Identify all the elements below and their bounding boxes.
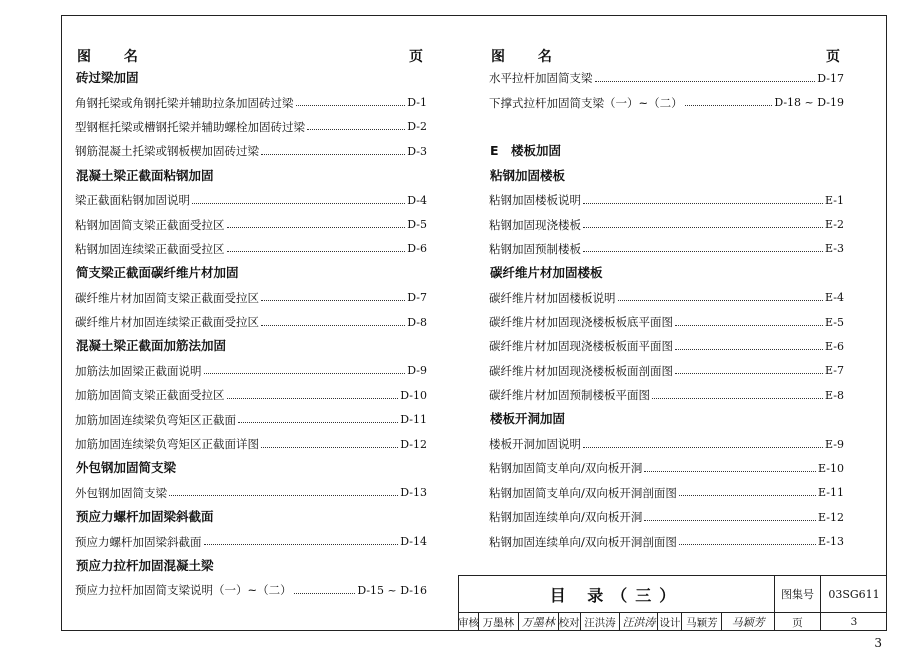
designer-signature: 马颖芳 [731, 616, 765, 629]
toc-entry[interactable] [489, 505, 844, 529]
entry-page-code: E-13 [818, 535, 844, 549]
dot-leader [227, 398, 399, 399]
toc-entry[interactable] [75, 359, 427, 383]
section-heading: 楼板开洞加固 [490, 411, 566, 427]
toc-right-list [489, 66, 844, 554]
entry-title: 预应力拉杆加固简支梁说明（一）~（二） [75, 583, 292, 598]
entry-title: 水平拉杆加固简支梁 [489, 71, 593, 86]
entry-page-code: D-12 [400, 437, 427, 451]
section-heading: 简支梁正截面碳纤维片材加固 [76, 265, 239, 281]
toc-entry[interactable] [75, 481, 427, 505]
dot-leader [307, 129, 405, 130]
dot-leader [685, 105, 773, 106]
dot-leader [652, 398, 823, 399]
dot-leader [204, 373, 406, 374]
dot-leader [238, 422, 398, 423]
drawing-name-header: 图 名 [77, 49, 152, 65]
atlas-number: 03SG611 [821, 576, 887, 613]
spacer [489, 115, 844, 139]
section-heading: 预应力拉杆加固混凝土梁 [76, 557, 214, 573]
toc-entry[interactable] [489, 310, 844, 334]
entry-page-code: E-2 [825, 218, 844, 232]
entry-page-code: E-6 [825, 339, 844, 353]
entry-page-code: D-2 [407, 120, 427, 134]
entry-page-code: D-6 [407, 242, 427, 256]
dot-leader [679, 544, 816, 545]
dot-leader [192, 203, 405, 204]
dot-leader [261, 154, 405, 155]
toc-entry[interactable] [489, 188, 844, 212]
checker-signature: 汪洪涛 [620, 613, 658, 631]
entry-page-code: E-7 [825, 364, 844, 378]
entry-page-code: D-14 [400, 535, 427, 549]
toc-left-column [75, 44, 427, 603]
page-label: 页 [775, 613, 821, 631]
dot-leader [227, 227, 406, 228]
entry-title: 预应力螺杆加固梁斜截面 [75, 534, 202, 549]
toc-right-column [489, 44, 844, 554]
title-block [458, 575, 886, 630]
toc-entry[interactable] [75, 432, 427, 456]
section-heading: E 楼板加固 [490, 143, 562, 159]
entry-title: 碳纤维片材加固现浇楼板板面剖面图 [489, 363, 673, 378]
entry-title: 钢筋混凝土托梁或钢板楔加固砖过梁 [75, 144, 259, 159]
entry-page-code: D-13 [400, 486, 427, 500]
dot-leader [675, 373, 823, 374]
dot-leader [294, 593, 356, 594]
dot-leader [583, 447, 823, 448]
toc-entry[interactable] [75, 286, 427, 310]
entry-title: 碳纤维片材加固现浇楼板板底平面图 [489, 315, 673, 330]
entry-page-code: E-8 [825, 388, 844, 402]
section-heading: 预应力螺杆加固梁斜截面 [76, 509, 214, 525]
entry-page-code: D-5 [407, 218, 427, 232]
entry-page-code: D-15 ~ D-16 [357, 583, 427, 597]
toc-entry[interactable] [75, 212, 427, 236]
toc-entry[interactable] [489, 66, 844, 90]
toc-entry[interactable] [75, 529, 427, 553]
reviewer-signature: 万墨林 [519, 613, 559, 631]
drawing-name-header: 图 名 [491, 49, 566, 65]
dot-leader [679, 495, 816, 496]
dot-leader [583, 227, 823, 228]
entry-title: 加筋加固连续梁负弯矩区正截面 [75, 412, 236, 427]
entry-title: 粘钢加固连续梁正截面受拉区 [75, 241, 225, 256]
entry-title: 加筋加固简支梁正截面受拉区 [75, 388, 225, 403]
entry-title: 碳纤维片材加固简支梁正截面受拉区 [75, 290, 259, 305]
toc-entry[interactable] [75, 310, 427, 334]
entry-page-code: D-7 [407, 291, 427, 305]
entry-title: 粘钢加固预制楼板 [489, 241, 581, 256]
toc-entry[interactable] [489, 359, 844, 383]
entry-title: 碳纤维片材加固预制楼板平面图 [489, 388, 650, 403]
entry-page-code: E-11 [818, 486, 844, 500]
entry-title: 碳纤维片材加固现浇楼板板面平面图 [489, 339, 673, 354]
toc-entry[interactable] [75, 383, 427, 407]
entry-title: 碳纤维片材加固楼板说明 [489, 290, 616, 305]
entry-page-code: E-5 [825, 315, 844, 329]
entry-title: 粘钢加固连续单向/双向板开洞 [489, 510, 643, 525]
dot-leader [618, 300, 824, 301]
toc-entry[interactable] [489, 212, 844, 236]
entry-page-code: E-9 [825, 437, 844, 451]
review-label: 审核 [459, 613, 479, 631]
design-label: 设计 [658, 613, 682, 631]
toc-entry[interactable] [489, 432, 844, 456]
toc-entry[interactable] [489, 383, 844, 407]
toc-left-header [75, 44, 427, 66]
entry-title: 碳纤维片材加固连续梁正截面受拉区 [75, 315, 259, 330]
toc-entry[interactable] [489, 286, 844, 310]
entry-page-code: E-1 [825, 193, 844, 207]
dot-leader [204, 544, 399, 545]
signature-row [459, 613, 775, 631]
section-heading: 外包钢加固简支梁 [76, 460, 177, 476]
dot-leader [261, 447, 398, 448]
toc-entry[interactable] [489, 481, 844, 505]
entry-title: 粘钢加固简支梁正截面受拉区 [75, 217, 225, 232]
entry-page-code: D-1 [407, 96, 427, 110]
dot-leader [675, 325, 823, 326]
entry-page-code: E-4 [825, 291, 844, 305]
toc-entry[interactable] [489, 334, 844, 358]
sheet-number: 3 [874, 636, 882, 650]
entry-title: 下撑式拉杆加固简支梁（一）~（二） [489, 95, 683, 110]
dot-leader [644, 471, 816, 472]
toc-entry[interactable] [489, 529, 844, 553]
entry-title: 加筋加固连续梁负弯矩区正截面详图 [75, 437, 259, 452]
section-heading: 粘钢加固楼板 [490, 167, 566, 183]
section-heading: 碳纤维片材加固楼板 [490, 265, 603, 281]
toc-entry[interactable] [75, 407, 427, 431]
page-header: 页 [826, 49, 840, 65]
entry-page-code: D-10 [400, 388, 427, 402]
toc-entry[interactable] [489, 237, 844, 261]
entry-page-code: D-11 [400, 413, 427, 427]
section-heading: 砖过梁加固 [76, 70, 139, 85]
dot-leader [261, 325, 405, 326]
toc-entry[interactable] [489, 456, 844, 480]
entry-page-code: D-8 [407, 315, 427, 329]
entry-title: 型钢框托梁或槽钢托梁并辅助螺栓加固砖过梁 [75, 119, 305, 134]
entry-page-code: D-18 ~ D-19 [774, 96, 844, 110]
toc-entry[interactable] [75, 115, 427, 139]
toc-right-header [489, 44, 844, 66]
dot-leader [675, 349, 823, 350]
dot-leader [169, 495, 398, 496]
page-number: 3 [850, 616, 858, 628]
designer-name: 马颖芳 [682, 613, 722, 631]
dot-leader [261, 300, 405, 301]
toc-left-list [75, 66, 427, 603]
reviewer-name: 万墨林 [479, 613, 519, 631]
toc-entry[interactable] [75, 90, 427, 114]
entry-page-code: E-12 [818, 510, 844, 524]
entry-title: 外包钢加固简支梁 [75, 485, 167, 500]
check-label: 校对 [559, 613, 581, 631]
section-heading: 混凝土梁正截面加筋法加固 [76, 338, 227, 354]
dot-leader [296, 105, 406, 106]
entry-page-code: D-9 [407, 364, 427, 378]
dot-leader [595, 81, 816, 82]
entry-page-code: D-17 [817, 71, 844, 85]
toc-entry[interactable] [489, 90, 844, 114]
entry-title: 粘钢加固简支单向/双向板开洞 [489, 461, 643, 476]
entry-title: 楼板开洞加固说明 [489, 437, 581, 452]
toc-entry[interactable] [75, 237, 427, 261]
entry-page-code: D-3 [407, 144, 427, 158]
entry-title: 加筋法加固梁正截面说明 [75, 363, 202, 378]
entry-title: 粘钢加固现浇楼板 [489, 217, 581, 232]
atlas-number-label: 图集号 [775, 576, 821, 613]
entry-title: 粘钢加固简支单向/双向板开洞剖面图 [489, 485, 677, 500]
page-header: 页 [409, 49, 423, 65]
section-heading: 混凝土梁正截面粘钢加固 [76, 167, 214, 183]
dot-leader [227, 251, 406, 252]
sheet-title: 目 录（三） [459, 576, 775, 613]
dot-leader [583, 251, 823, 252]
entry-title: 粘钢加固楼板说明 [489, 193, 581, 208]
entry-title: 粘钢加固连续单向/双向板开洞剖面图 [489, 534, 677, 549]
toc-entry[interactable] [75, 139, 427, 163]
entry-title: 角钢托梁或角钢托梁并辅助拉条加固砖过梁 [75, 95, 294, 110]
entry-page-code: D-4 [407, 193, 427, 207]
entry-page-code: E-3 [825, 242, 844, 256]
toc-entry[interactable] [75, 578, 427, 602]
entry-title: 梁正截面粘钢加固说明 [75, 193, 190, 208]
toc-entry[interactable] [75, 188, 427, 212]
checker-name: 汪洪涛 [581, 613, 621, 631]
dot-leader [644, 520, 816, 521]
dot-leader [583, 203, 823, 204]
entry-page-code: E-10 [818, 461, 844, 475]
